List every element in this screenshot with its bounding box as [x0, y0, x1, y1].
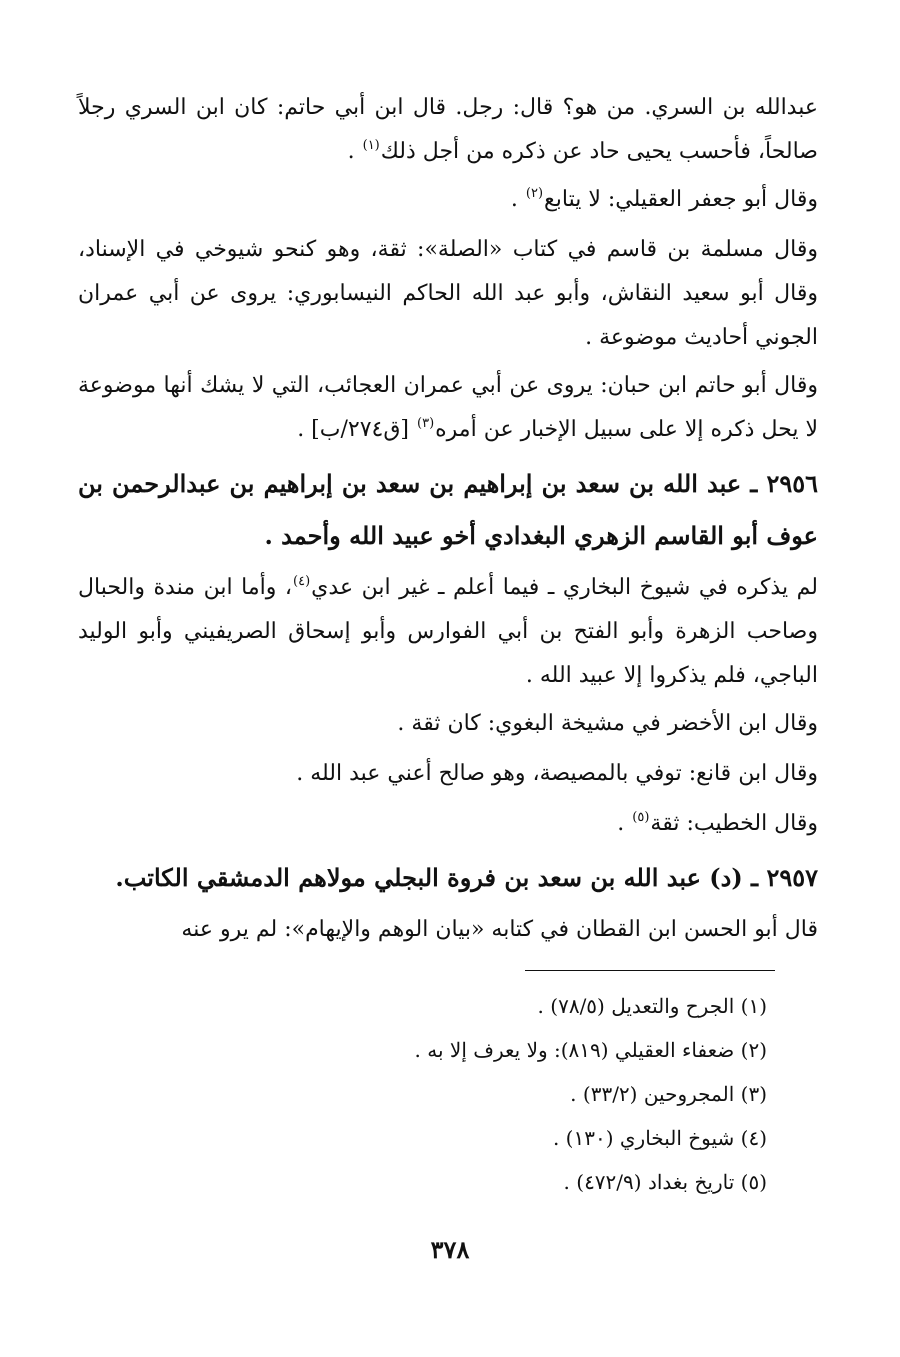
paragraph-6: وقال ابن الأخضر في مشيخة البغوي: كان ثقة . [397, 711, 818, 736]
footnote-item: (٣) المجروحين (٣٣/٢) . [570, 1082, 767, 1106]
paragraph-text: وقال أبو جعفر العقيلي: لا يتابع [544, 187, 818, 212]
paragraph-end: [ق٢٧٤/ب] . [297, 417, 416, 442]
paragraph-5 [78, 566, 818, 698]
paragraph-9: قال أبو الحسن ابن القطان في كتابه «بيان الوهم والإيهام»: لم يرو عنه [181, 917, 818, 942]
footnote-item: (٤) شيوخ البخاري (١٣٠) . [552, 1126, 767, 1150]
paragraph-text: لم يذكره في شيوخ البخاري ـ فيما أعلم ـ غير ابن عدي [311, 575, 818, 600]
footnote-item: (٢) ضعفاء العقيلي (٨١٩): ولا يعرف إلا به . [414, 1038, 767, 1062]
paragraph-4 [78, 364, 818, 452]
footnote-item: (١) الجرح والتعديل (٧٨/٥) . [537, 994, 767, 1018]
footnote-divider [525, 970, 775, 971]
paragraph-end: . [617, 811, 632, 836]
footnote-ref: (٤) [293, 574, 311, 589]
footnote-ref: (٣) [417, 416, 435, 431]
footnote-item: (٥) تاريخ بغداد (٤٧٢/٩) . [563, 1170, 767, 1194]
footnote-ref: (٢) [525, 186, 544, 201]
paragraph-8 [78, 802, 818, 846]
paragraph-text: عبدالله بن السري. من هو؟ قال: رجل. قال ابن أبي حاتم: كان ابن السري رجلاً صالحاً، فأحسب يحيى حاد عن ذكره من أجل ذلك [78, 95, 818, 164]
paragraph-end: ، وأما ابن مندة والحبال وصاحب الزهرة وأبو الفتح بن أبي الفوارس وأبو إسحاق الصريفيني وأبو الوليد الباجي، فلم يذكروا إلا عبيد الله . [78, 575, 818, 688]
paragraph-7: وقال ابن قانع: توفي بالمصيصة، وهو صالح أعني عبد الله . [296, 761, 818, 786]
entry-heading-2957: ٢٩٥٧ ـ (د) عبد الله بن سعد بن فروة البجلي مولاهم الدمشقي الكاتب. [115, 863, 818, 892]
entry-heading-2956: ٢٩٥٦ ـ عبد الله بن سعد بن إبراهيم بن سعد بن إبراهيم بن عبدالرحمن بن عوف أبو القاسم الزهري البغدادي أخو عبيد الله وأحمد . [78, 469, 818, 550]
footnote-ref: (٥) [632, 810, 650, 825]
paragraph-1 [78, 86, 818, 174]
paragraph-text: وقال الخطيب: ثقة [650, 811, 818, 836]
paragraph-text: وقال أبو حاتم ابن حبان: يروى عن أبي عمران العجائب، التي لا يشك أنها موضوعة لا يحل ذكره إلا على سبيل الإخبار عن أمره [78, 373, 818, 442]
page-number: ٣٧٨ [430, 1235, 470, 1264]
main-text [78, 86, 818, 958]
paragraph-3: وقال مسلمة بن قاسم في كتاب «الصلة»: ثقة، وهو كنحو شيوخي في الإسناد، وقال أبو سعيد النقاش، وأبو عبد الله الحاكم النيسابوري: يروى عن أبي عمران الجوني أحاديث موضوعة . [78, 237, 818, 350]
footnote-ref: (١) [362, 138, 380, 153]
paragraph-end: . [510, 187, 525, 212]
paragraph-end: . [347, 139, 362, 164]
paragraph-2 [78, 178, 818, 222]
footnotes [78, 988, 767, 1208]
